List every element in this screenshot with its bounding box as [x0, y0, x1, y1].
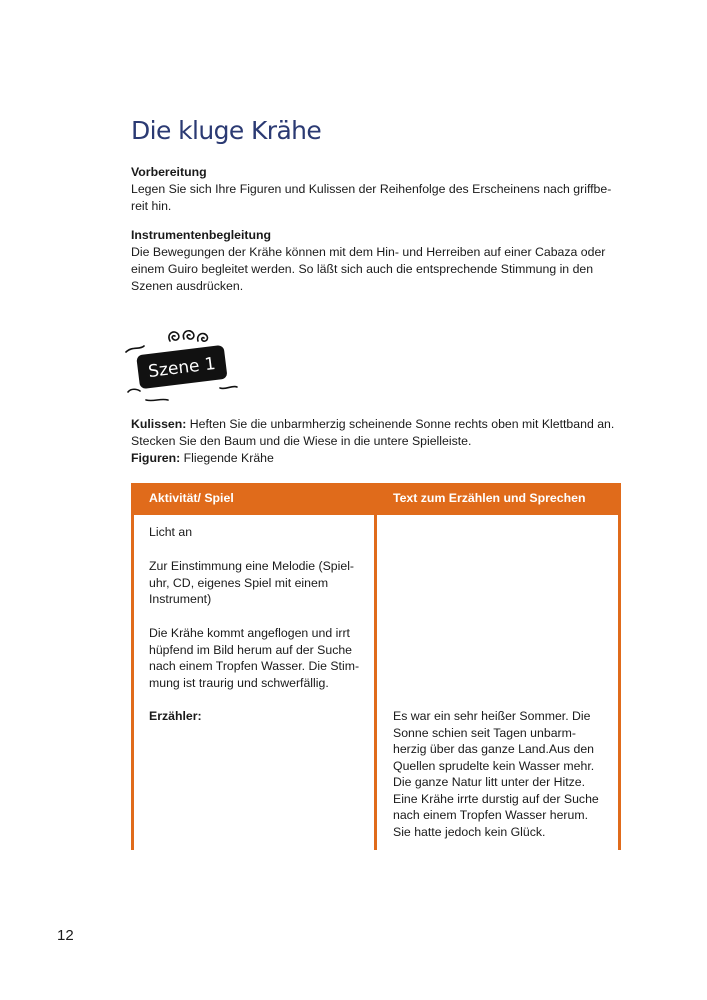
- column-header-text: Text zum Erzählen und Sprechen: [393, 491, 586, 505]
- page-title: Die kluge Krähe: [131, 116, 322, 145]
- kulissen-block: [131, 416, 631, 467]
- section-vorbereitung: [131, 164, 631, 215]
- section-text-line: Szenen ausdrücken.: [131, 279, 244, 293]
- kulissen-line: Stecken Sie den Baum und die Wiese in die untere Spielleiste.: [131, 434, 472, 448]
- figuren-line: [131, 450, 631, 467]
- narration-line: Die ganze Natur litt unter der Hitze.: [393, 775, 586, 789]
- table-cell-activity: [149, 558, 369, 608]
- narration-line: Sonne schien seit Tagen unbarm-: [393, 725, 576, 740]
- section-text-line: Legen Sie sich Ihre Figuren und Kulissen der Reihenfolge des Erscheinens nach griffbe-: [131, 182, 612, 196]
- section-heading: Vorbereitung: [131, 165, 207, 179]
- table-cell-text: [393, 708, 615, 840]
- table-border-middle: [374, 515, 377, 850]
- section-text-line: reit hin.: [131, 199, 172, 213]
- section-text-line: Die Bewegungen der Krähe können mit dem Hin- und Herreiben auf einer Cabaza oder: [131, 245, 606, 259]
- activity-line: Die Krähe kommt angeflogen und irrt: [149, 626, 350, 640]
- page-number: 12: [57, 927, 74, 944]
- section-heading: Instrumentenbegleitung: [131, 228, 272, 242]
- section-text-line: einem Guiro begleitet werden. So läßt sich auch die entsprechende Stimmung in den: [131, 262, 594, 276]
- narration-line: herzig über das ganze Land.Aus den: [393, 742, 594, 756]
- scene-badge: [124, 324, 240, 406]
- narration-line: nach einem Tropfen Wasser herum.: [393, 808, 589, 822]
- narration-line: Quellen sprudelte kein Wasser mehr.: [393, 758, 595, 773]
- table-header: [131, 483, 621, 515]
- narrator-label: Erzähler:: [149, 709, 202, 723]
- activity-line: Zur Einstimmung eine Melodie (Spiel-: [149, 559, 355, 573]
- narration-line: Es war ein sehr heißer Sommer. Die: [393, 709, 591, 723]
- kulissen-text: Heften Sie die unbarmherzig scheinende Sonne rechts oben mit Klettband an.: [186, 417, 615, 431]
- kulissen-label: Kulissen:: [131, 417, 187, 431]
- activity-line: Licht an: [149, 525, 193, 539]
- table-cell-activity: [149, 708, 369, 725]
- scene-label-box: [136, 345, 227, 389]
- activity-line: hüpfend im Bild herum auf der Suche: [149, 642, 353, 657]
- column-header-activity: Aktivität/ Spiel: [149, 491, 234, 505]
- table-border-right: [618, 515, 621, 850]
- table-border-left: [131, 515, 134, 850]
- scene-badge-label: Szene 1: [147, 353, 217, 383]
- activity-line: uhr, CD, eigenes Spiel mit einem: [149, 575, 329, 590]
- kulissen-line: [131, 416, 631, 433]
- table-cell-activity: [149, 625, 369, 691]
- narration-line: Sie hatte jedoch kein Glück.: [393, 824, 546, 839]
- activity-line: Instrument): [149, 592, 212, 606]
- figuren-text: Fliegende Krähe: [180, 451, 274, 465]
- activity-line: nach einem Tropfen Wasser. Die Stim-: [149, 659, 360, 673]
- figuren-label: Figuren:: [131, 451, 181, 465]
- activity-line: mung ist traurig und schwerfällig.: [149, 675, 329, 690]
- table-cell-activity: [149, 524, 369, 541]
- narration-line: Eine Krähe irrte durstig auf der Suche: [393, 791, 599, 806]
- section-instrumentenbegleitung: [131, 227, 631, 295]
